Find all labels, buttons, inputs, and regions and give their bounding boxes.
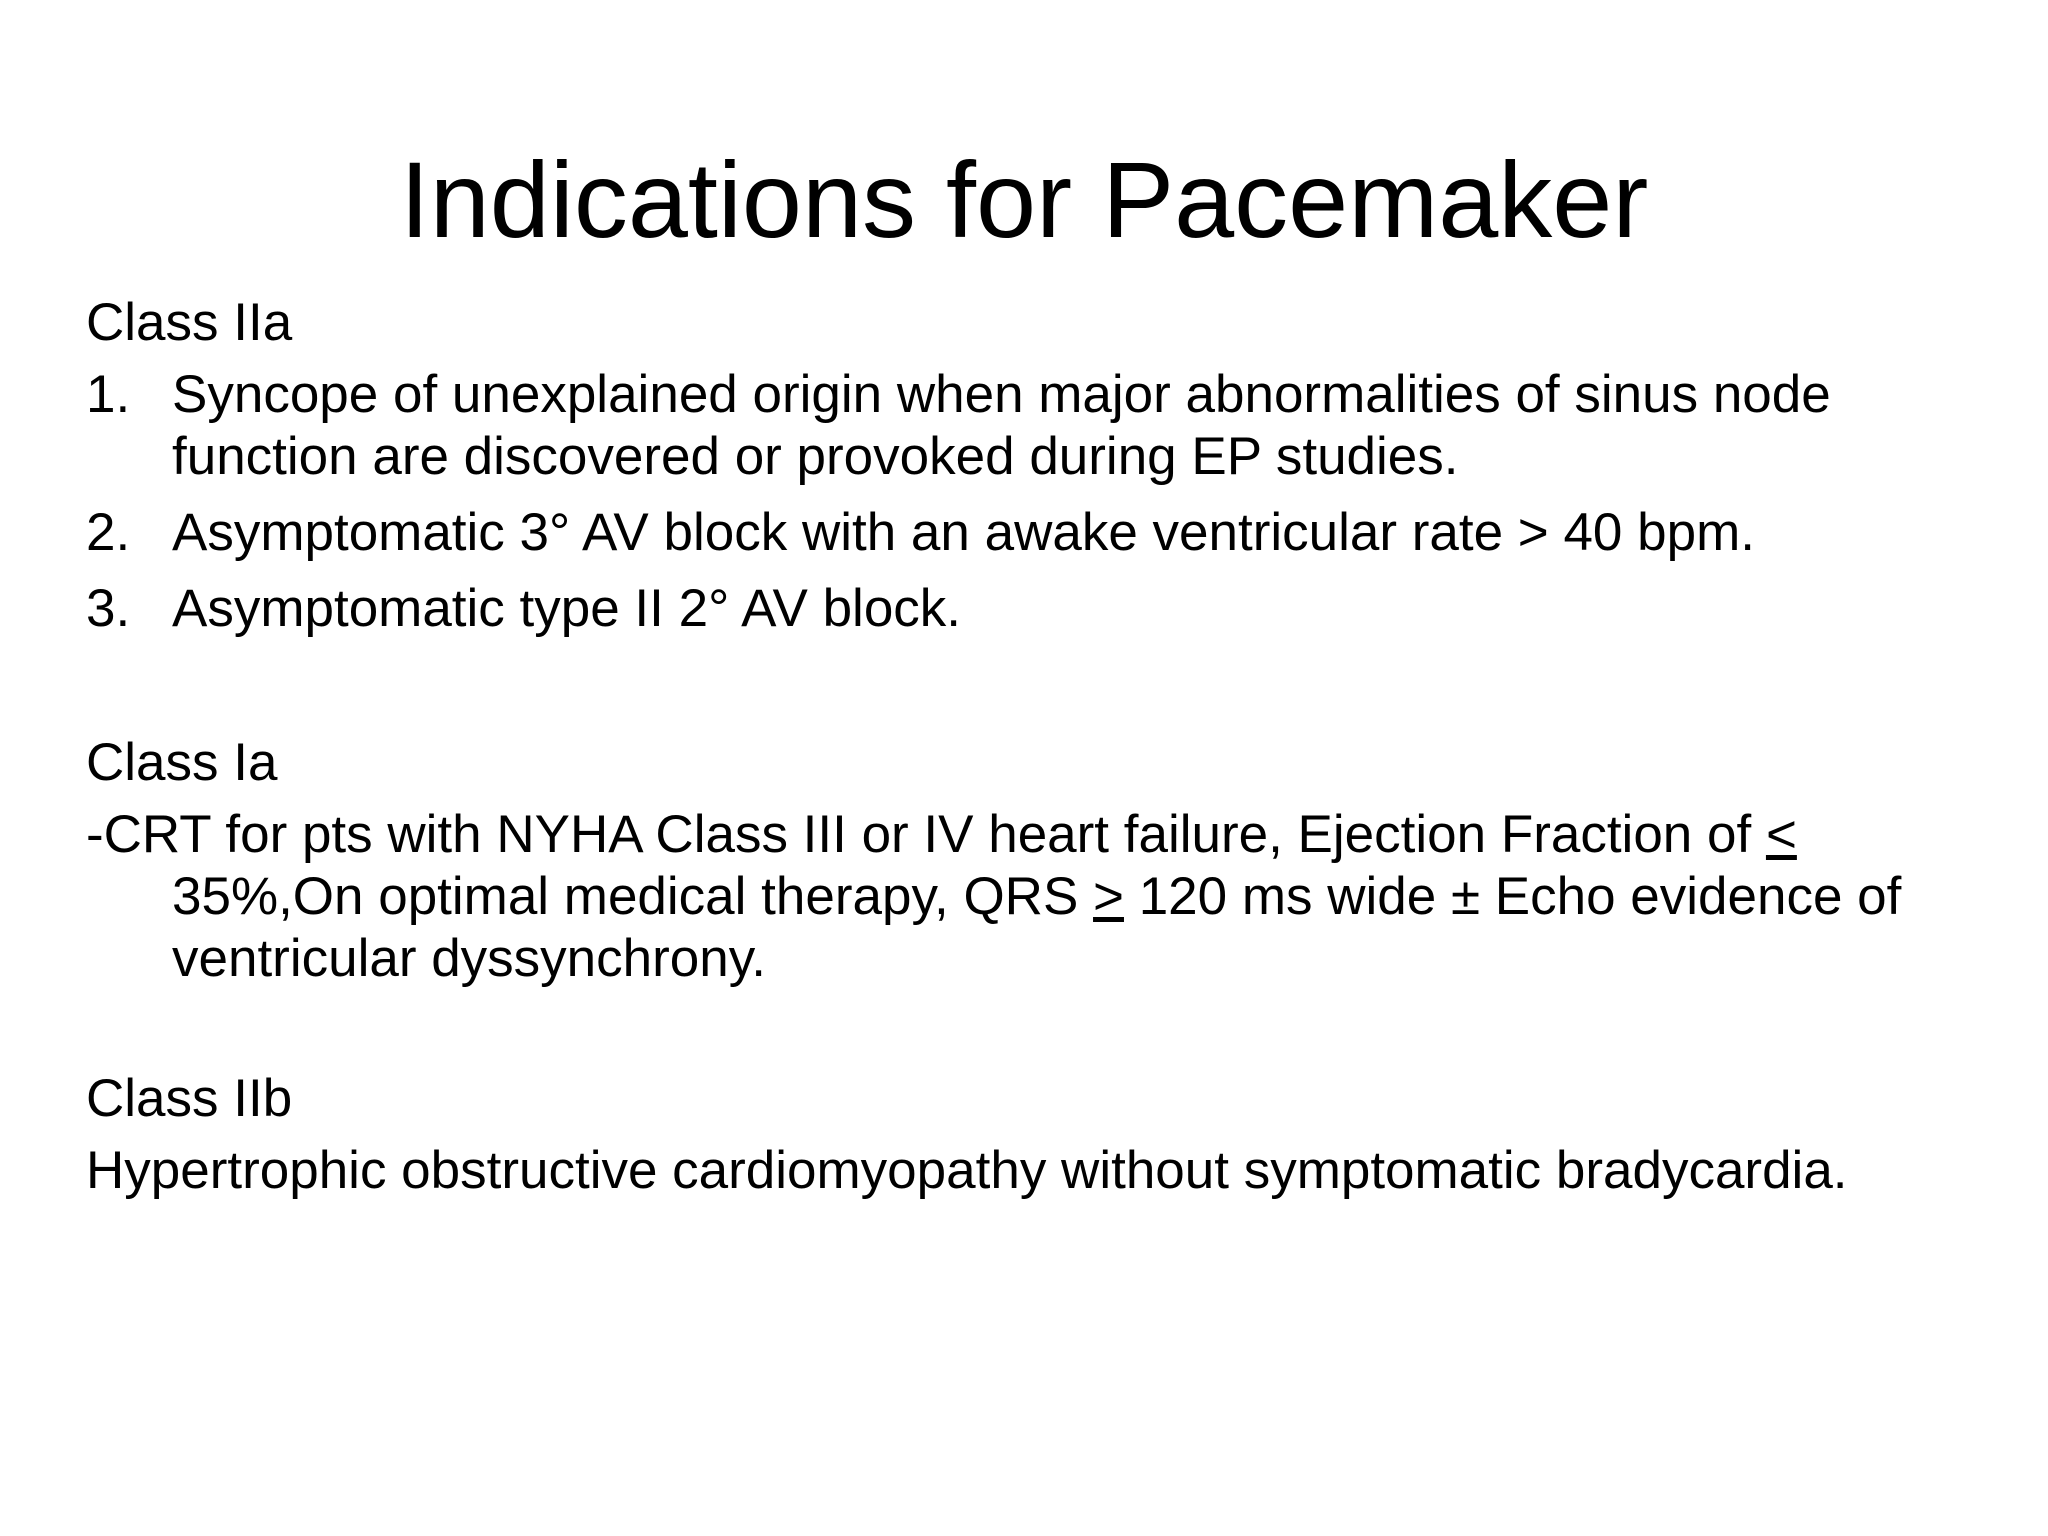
crt-text-part1: -CRT for pts with NYHA Class III or IV heart failure, Ejection Fraction of — [86, 805, 1766, 864]
list-item-text: Syncope of unexplained origin when major abnormalities of sinus node function are discovered or provoked during EP studies. — [172, 365, 1831, 486]
less-equal-symbol: < — [1765, 805, 1797, 864]
class-iia-heading: Class IIa — [86, 293, 293, 352]
spacer — [86, 990, 1966, 1068]
list-item-number: 2. — [86, 503, 131, 562]
greater-equal-symbol: > — [1093, 867, 1124, 926]
list-item-number: 1. — [86, 365, 131, 424]
class-iib-heading: Class IIb — [86, 1069, 293, 1128]
list-item — [86, 502, 1966, 564]
class-ia-paragraph — [86, 804, 1966, 990]
list-item — [86, 364, 1966, 488]
list-item — [86, 578, 1966, 640]
slide-title: Indications for Pacemaker — [399, 139, 1649, 260]
list-item-text: Asymptomatic 3° AV block with an awake ventricular rate > 40 bpm. — [172, 503, 1755, 562]
slide-body — [86, 292, 1966, 1202]
spacer — [86, 654, 1966, 732]
class-iia-list — [86, 364, 1966, 640]
list-item-text: Asymptomatic type II 2° AV block. — [172, 579, 962, 638]
class-iib-paragraph: Hypertrophic obstructive cardiomyopathy without symptomatic bradycardia. — [86, 1141, 1848, 1200]
class-ia-heading: Class Ia — [86, 733, 278, 792]
list-item-number: 3. — [86, 579, 131, 638]
crt-text-part2: 35%,On optimal medical therapy, QRS — [172, 867, 1094, 926]
crt-text-part3: 120 ms wide ± Echo evidence of ventricular dyssynchrony. — [172, 867, 1902, 988]
